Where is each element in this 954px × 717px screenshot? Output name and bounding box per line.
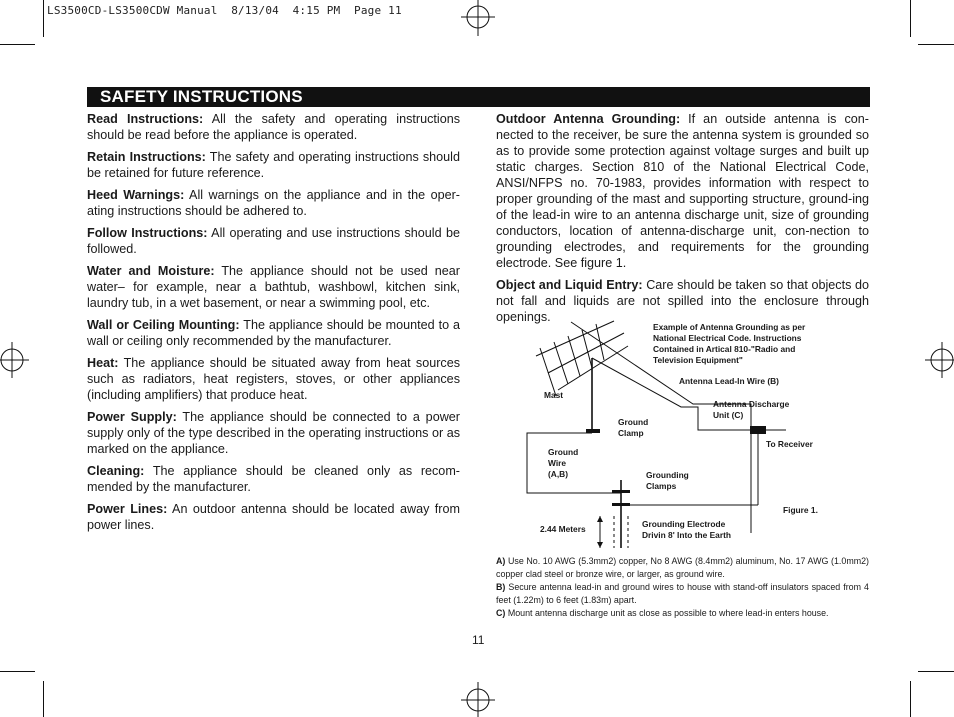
paragraph-heading: Cleaning:	[87, 464, 145, 478]
paragraph-heat	[87, 355, 460, 403]
paragraph-heed-warnings	[87, 187, 460, 219]
antenna-grounding-figure	[496, 318, 870, 550]
paragraph-text: The safety and operating instructions should be retained for future reference.	[87, 150, 460, 180]
paragraph-retain-instructions	[87, 149, 460, 181]
paragraph-text: Care should be taken so that objects do not fall and liquids are not spilled into the enclosure through openings.	[496, 278, 869, 324]
note-a: A) Use No. 10 AWG (5.3mm2) copper, No 8 AWG (8.4mm2) aluminum, No. 17 AWG (1.0mm2) copper clad steel or bronze wire, or larger, as ground wire.	[496, 556, 869, 579]
paragraph-power-supply	[87, 409, 460, 457]
paragraph-heading: Heed Warnings:	[87, 188, 185, 202]
figure-number-label: Figure 1.	[783, 505, 818, 515]
paragraph-power-lines	[87, 501, 460, 533]
paragraph-heading: Retain Instructions:	[87, 150, 206, 164]
grounding-clamps-icon	[612, 490, 630, 493]
discharge-unit-icon	[750, 426, 766, 434]
paragraph-text: The appliance should not be used near water– for example, near a bathtub, washbowl, kitchen sink, laundry tub, in a wet basement, or near a swimming pool, etc.	[87, 264, 460, 310]
paragraph-read-instructions	[87, 111, 460, 143]
section-header-bar	[87, 87, 870, 107]
paragraph-text: All operating and use instructions should be followed.	[87, 226, 460, 256]
paragraph-heading: Water and Moisture:	[87, 264, 215, 278]
paragraph-heading: Heat:	[87, 356, 119, 370]
registration-mark-bottom	[456, 680, 500, 717]
mast-label: Mast	[544, 390, 564, 400]
lead-in-wire-label: Antenna Lead-In Wire (B)	[679, 376, 779, 386]
paragraph-text: The appliance should be connected to a power supply only of the type described in the operating instructions or as marked on the appliance.	[87, 410, 460, 456]
paragraph-heading: Follow Instructions:	[87, 226, 208, 240]
paragraph-heading: Read Instructions:	[87, 112, 204, 126]
ground-wire-label: Ground Wire (A,B)	[548, 447, 579, 479]
ground-clamp-icon	[586, 429, 600, 433]
paragraph-text: The appliance should be cleaned only as recom-mended by the manufacturer.	[87, 464, 460, 494]
paragraph-cleaning	[87, 463, 460, 495]
paragraph-follow-instructions	[87, 225, 460, 257]
registration-mark-top	[456, 0, 500, 40]
paragraph-text: An outdoor antenna should be located away from power lines.	[87, 502, 460, 532]
paragraph-heading: Wall or Ceiling Mounting:	[87, 318, 240, 332]
paragraph-wall-ceiling-mounting	[87, 317, 460, 349]
paragraph-heading: Power Lines:	[87, 502, 168, 516]
paragraph-outdoor-antenna-grounding	[496, 111, 869, 271]
paragraph-text: All the safety and operating instructions should be read before the appliance is operated.	[87, 112, 460, 142]
left-column	[87, 111, 460, 539]
grounding-clamps-label: Grounding Clamps	[646, 470, 689, 491]
paragraph-text: The appliance should be situated away from heat sources such as radiators, heat registers, stoves, or other appliances (including amplifiers) that produce heat.	[87, 356, 460, 402]
paragraph-text: If an outside antenna is con-nected to the receiver, be sure the antenna system is grounded so as to provide some protection against voltage surges and built up static charges. Section 810 of the National Electrical Code, ANSI/NFPS no. 70-1983, provides information with respect to proper grounding of the mast and supporting structure, ground-ing of the lead-in wire to an antenna discharge unit, size of grounding conductors, location of antenna-discharge unit, con-nection to grounding electrodes, and requirements for the grounding electrode. See figure 1.	[496, 112, 869, 270]
page-number: 11	[472, 633, 485, 647]
electrode-label: Grounding Electrode Drivin 8' Into the Earth	[642, 519, 732, 540]
to-receiver-label: To Receiver	[766, 439, 813, 449]
print-slug-line: LS3500CD-LS3500CDW Manual 8/13/04 4:15 PM Page 11	[47, 4, 402, 17]
paragraph-water-moisture	[87, 263, 460, 311]
paragraph-heading: Outdoor Antenna Grounding:	[496, 112, 681, 126]
paragraph-text: The appliance should be mounted to a wall or ceiling only recommended by the manufacturer.	[87, 318, 460, 348]
discharge-unit-label: Antenna Discharge Unit (C)	[713, 399, 790, 420]
registration-mark-left	[0, 338, 30, 382]
section-title: SAFETY INSTRUCTIONS	[100, 87, 303, 106]
right-column	[496, 111, 869, 331]
note-c: C) Mount antenna discharge unit as close as possible to where lead-in enters house.	[496, 608, 829, 618]
paragraph-text: All warnings on the appliance and in the oper-ating instructions should be adhered to.	[87, 188, 460, 218]
paragraph-heading: Object and Liquid Entry:	[496, 278, 643, 292]
paragraph-heading: Power Supply:	[87, 410, 177, 424]
antenna-icon	[536, 321, 628, 396]
note-b: B) Secure antenna lead-in and ground wires to house with stand-off insulators spaced from 4 feet (1.22m) to 6 feet (1.83m) apart.	[496, 582, 869, 605]
figure-notes	[496, 555, 869, 621]
figure-caption: Example of Antenna Grounding as per National Electrical Code. Instructions Contained in Artical 810-"Radio and Television Equipment"	[653, 322, 806, 365]
depth-label: 2.44 Meters	[540, 524, 586, 534]
registration-mark-right	[924, 338, 954, 382]
ground-clamp-label: Ground Clamp	[618, 417, 649, 438]
